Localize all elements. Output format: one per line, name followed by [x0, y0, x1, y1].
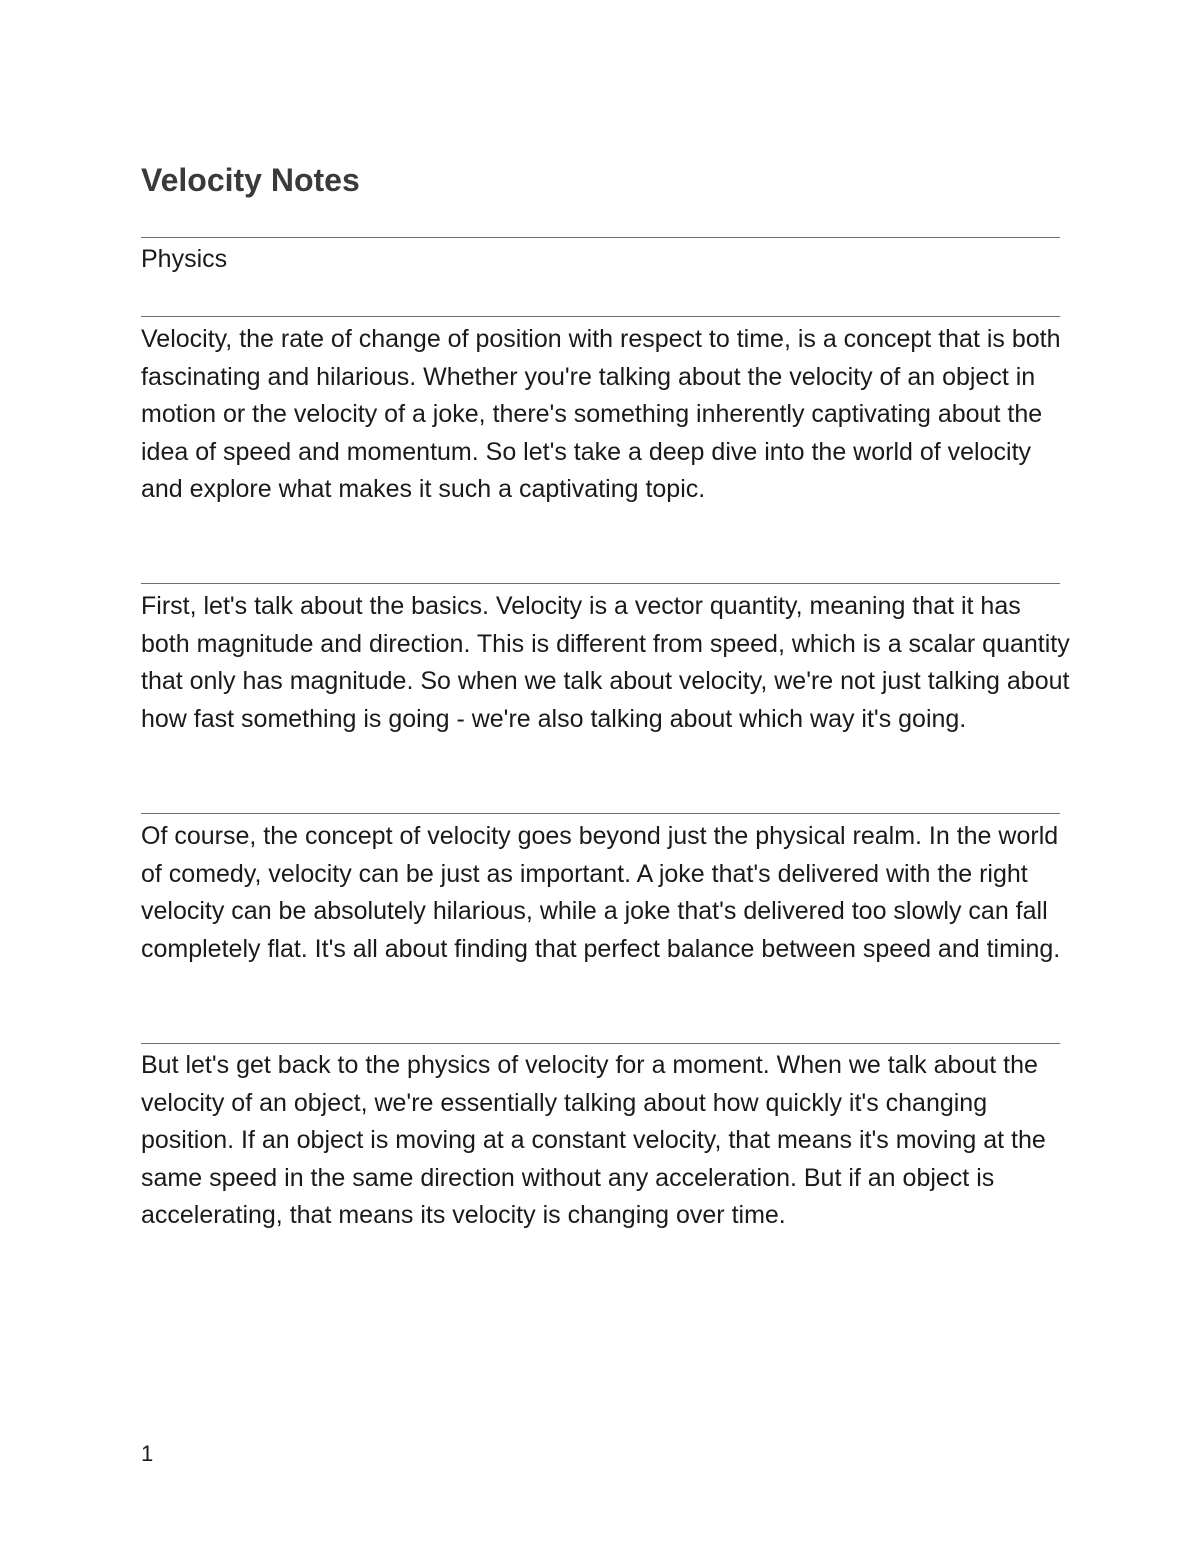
divider-line	[141, 1043, 1060, 1044]
divider-line	[141, 316, 1060, 317]
divider-line	[141, 583, 1060, 584]
paragraph-comedy: Of course, the concept of velocity goes beyond just the physical realm. In the world of comedy, velocity can be just as important. A joke that's delivered with the right velocity can be absolutely hilarious, while a joke that's delivered too slowly can fall completely flat. It's all about finding that perfect balance between speed and timing.	[141, 822, 1061, 963]
divider-line	[141, 237, 1060, 238]
subject-label: Physics	[141, 245, 228, 273]
divider-line	[141, 813, 1060, 814]
paragraph-basics: First, let's talk about the basics. Velocity is a vector quantity, meaning that it has both magnitude and direction. This is different from speed, which is a scalar quantity that only has magnitude. So when we talk about velocity, we're not just talking about how fast something is going - we're also talking about which way it's going.	[141, 592, 1070, 733]
paragraph-physics: But let's get back to the physics of velocity for a moment. When we talk about the velocity of an object, we're essentially talking about how quickly it's changing position. If an object is moving at a constant velocity, that means it's moving at the same speed in the same direction without any acceleration. But if an object is accelerating, that means its velocity is changing over time.	[141, 1051, 1046, 1230]
paragraph-intro: Velocity, the rate of change of position with respect to time, is a concept that is both fascinating and hilarious. Whether you're talking about the velocity of an object in motion or the velocity of a joke, there's something inherently captivating about the idea of speed and momentum. So let's take a deep dive into the world of velocity and explore what makes it such a captivating topic.	[141, 325, 1061, 504]
page-number: 1	[141, 1441, 154, 1466]
document-title: Velocity Notes	[141, 162, 360, 198]
